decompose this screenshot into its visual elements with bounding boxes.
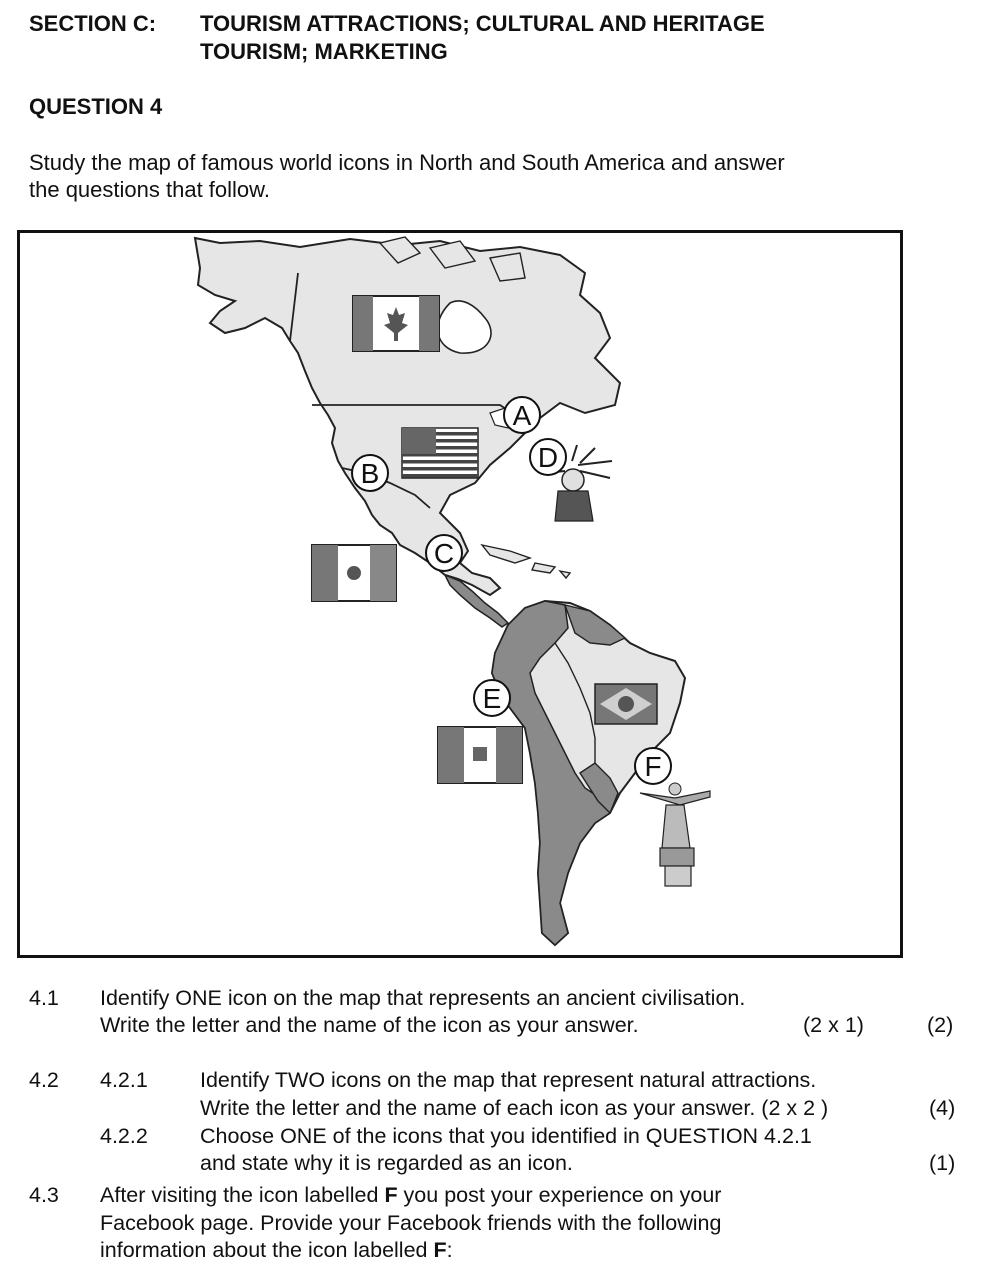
section-title-line2: TOURISM; MARKETING bbox=[200, 39, 448, 64]
q43-line3-letter: F bbox=[433, 1238, 447, 1262]
q41-marks: (2) bbox=[927, 1013, 954, 1037]
q43-line3 bbox=[100, 1237, 453, 1264]
marker-d-label: D bbox=[537, 442, 559, 473]
marker-f[interactable] bbox=[635, 748, 671, 784]
canada-flag bbox=[353, 296, 439, 351]
peru-flag bbox=[438, 727, 522, 783]
q43-number: 4.3 bbox=[29, 1183, 59, 1207]
q43-line1-a: After visiting the icon labelled bbox=[100, 1183, 385, 1207]
marker-e-label: E bbox=[482, 683, 502, 714]
q42-number: 4.2 bbox=[29, 1068, 59, 1092]
americas-map-drawing bbox=[20, 233, 900, 955]
q41-line2: Write the letter and the name of the icon as your answer. bbox=[100, 1013, 639, 1037]
christ-the-redeemer-icon bbox=[640, 783, 710, 886]
marker-f-label: F bbox=[644, 751, 662, 782]
q422-marks: (1) bbox=[929, 1151, 956, 1175]
marker-b[interactable] bbox=[352, 455, 388, 491]
q43-line1 bbox=[100, 1182, 721, 1209]
marker-c-label: C bbox=[433, 538, 455, 569]
q41-number: 4.1 bbox=[29, 986, 59, 1010]
marker-b-label: B bbox=[360, 458, 380, 489]
question-heading: QUESTION 4 bbox=[29, 94, 163, 119]
marker-d[interactable] bbox=[530, 439, 566, 475]
section-title-line1: TOURISM ATTRACTIONS; CULTURAL AND HERITAGE bbox=[200, 11, 765, 36]
north-america-landmass bbox=[195, 238, 620, 595]
q43-line3-a: information about the icon labelled bbox=[100, 1238, 434, 1262]
caribbean-islands bbox=[482, 545, 570, 578]
usa-flag bbox=[402, 428, 478, 478]
intro-line1: Study the map of famous world icons in North and South America and answer bbox=[29, 150, 785, 175]
q43-line2: Facebook page. Provide your Facebook friends with the following bbox=[100, 1211, 722, 1235]
marker-e[interactable] bbox=[474, 680, 510, 716]
q421-marks: (4) bbox=[929, 1096, 956, 1120]
marker-c[interactable] bbox=[426, 535, 462, 571]
q421-line1: Identify TWO icons on the map that represent natural attractions. bbox=[200, 1068, 817, 1092]
brazil-flag bbox=[595, 684, 657, 724]
q43-line1-c: you post your experience on your bbox=[397, 1183, 722, 1207]
q43-line1-letter: F bbox=[384, 1183, 398, 1207]
intro-line2: the questions that follow. bbox=[29, 177, 270, 202]
q421-line2: Write the letter and the name of each icon as your answer. (2 x 2 ) bbox=[200, 1096, 829, 1120]
section-label: SECTION C: bbox=[29, 11, 157, 36]
q43-line3-c: : bbox=[446, 1238, 453, 1262]
q41-calc: (2 x 1) bbox=[803, 1013, 864, 1037]
q421-number: 4.2.1 bbox=[100, 1068, 148, 1092]
q422-line1: Choose ONE of the icons that you identified in QUESTION 4.2.1 bbox=[200, 1124, 812, 1148]
marker-a-label: A bbox=[512, 400, 532, 431]
q422-number: 4.2.2 bbox=[100, 1124, 148, 1148]
q422-line2: and state why it is regarded as an icon. bbox=[200, 1151, 573, 1175]
americas-map bbox=[17, 230, 903, 958]
q41-line1: Identify ONE icon on the map that represents an ancient civilisation. bbox=[100, 986, 746, 1010]
mexico-flag bbox=[312, 545, 396, 601]
marker-a[interactable] bbox=[504, 397, 540, 433]
